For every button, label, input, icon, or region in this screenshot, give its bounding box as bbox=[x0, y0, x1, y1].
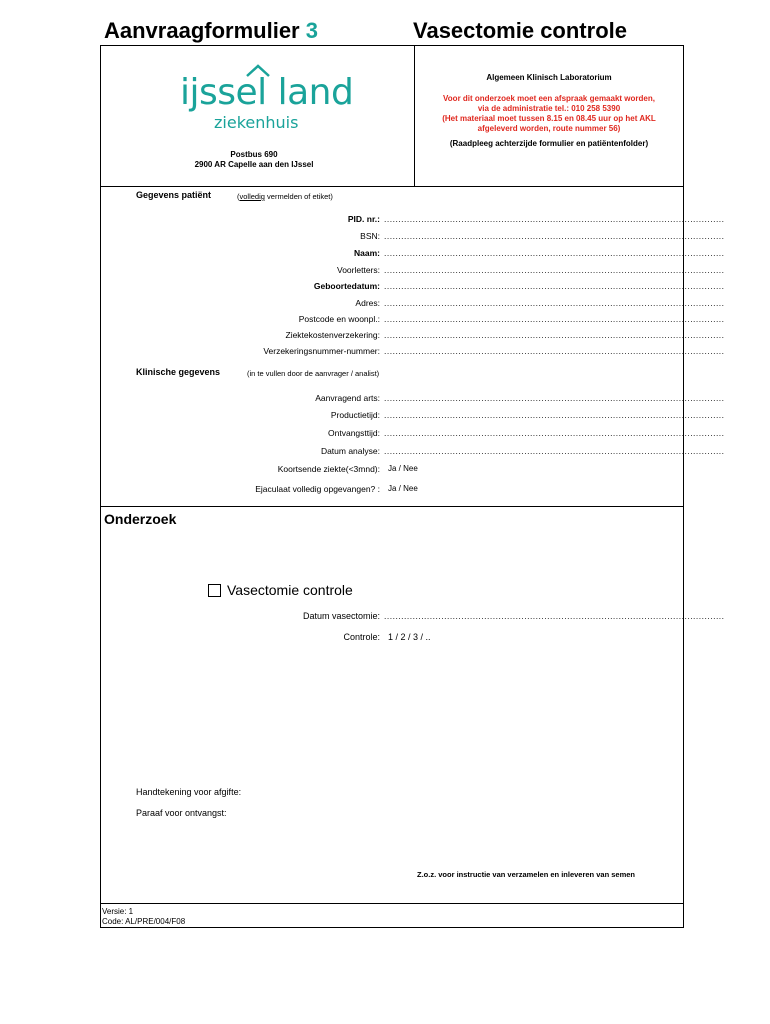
clinical-section-heading: Klinische gegevens bbox=[136, 367, 221, 377]
form-title bbox=[104, 18, 318, 44]
logo-wordmark: ijssel land bbox=[180, 72, 354, 113]
hospital-logo bbox=[180, 58, 354, 138]
naam-label: Naam: bbox=[354, 248, 380, 258]
version-label: Versie: 1 bbox=[102, 907, 134, 916]
postcode-label: Postcode en woonpl.: bbox=[298, 314, 380, 324]
verzekering-label: Ziektekostenverzekering: bbox=[285, 330, 380, 340]
lab-name: Algemeen Klinisch Laboratorium bbox=[486, 73, 612, 82]
clinical-section-note: (in te vullen door de aanvrager / analist) bbox=[247, 369, 380, 378]
datum-analyse-field[interactable]: ....................................................................................................................... bbox=[384, 446, 725, 456]
productietijd-field[interactable]: ....................................................................................................................... bbox=[384, 410, 725, 420]
productietijd-label: Productietijd: bbox=[330, 410, 380, 420]
logo-subtitle: ziekenhuis bbox=[214, 113, 299, 132]
form-subject-title: Vasectomie controle bbox=[413, 18, 627, 43]
zoz-instruction: Z.o.z. voor instructie van verzamelen en inleveren van semen bbox=[417, 870, 635, 879]
pid-field[interactable]: ....................................................................................................................... bbox=[384, 214, 725, 224]
geboortedatum-label: Geboortedatum: bbox=[313, 281, 380, 291]
bsn-label: BSN: bbox=[360, 231, 380, 241]
adres-field[interactable]: ....................................................................................................................... bbox=[384, 298, 725, 308]
verzekering-field[interactable]: ....................................................................................................................... bbox=[384, 330, 725, 340]
ontvangsttijd-field[interactable]: ....................................................................................................................... bbox=[384, 428, 725, 438]
form-number: 3 bbox=[305, 18, 318, 43]
voorletters-field[interactable]: ....................................................................................................................... bbox=[384, 265, 725, 275]
note-rest: vermelden of etiket) bbox=[264, 192, 333, 201]
ejaculaat-choice[interactable]: Ja / Nee bbox=[388, 484, 418, 493]
vasectomie-checkbox-label: Vasectomie controle bbox=[227, 582, 353, 598]
pid-label: PID. nr.: bbox=[347, 214, 380, 224]
geboortedatum-field[interactable]: ....................................................................................................................... bbox=[384, 281, 725, 291]
controle-choice[interactable]: 1 / 2 / 3 / .. bbox=[388, 632, 431, 642]
form-title-text: Aanvraagformulier bbox=[104, 18, 300, 43]
lab-note-line: afgeleverd worden, route nummer 56) bbox=[477, 124, 621, 133]
address-line-2: 2900 AR Capelle aan den IJssel bbox=[194, 160, 314, 169]
lab-note-line: (Het materiaal moet tussen 8.15 en 08.45 uur op het AKL bbox=[442, 114, 656, 123]
onderzoek-heading: Onderzoek bbox=[104, 511, 177, 527]
ontvangsttijd-label: Ontvangsttijd: bbox=[328, 428, 380, 438]
paraaf-label: Paraaf voor ontvangst: bbox=[136, 808, 227, 818]
lab-reference-note: (Raadpleeg achterzijde formulier en patiëntenfolder) bbox=[449, 139, 649, 148]
voorletters-label: Voorletters: bbox=[337, 265, 380, 275]
divider-header bbox=[101, 186, 683, 187]
bsn-field[interactable]: ....................................................................................................................... bbox=[384, 231, 725, 241]
lab-note-line: Voor dit onderzoek moet een afspraak gemaakt worden, bbox=[443, 94, 655, 103]
patient-section-note bbox=[237, 192, 333, 201]
lab-appointment-note bbox=[414, 94, 684, 134]
koortsende-ziekte-label: Koortsende ziekte(<3mnd): bbox=[277, 464, 380, 474]
patient-section-heading: Gegevens patiënt bbox=[136, 190, 212, 200]
note-paren: ( bbox=[237, 192, 240, 201]
datum-vasectomie-field[interactable]: ....................................................................................................................... bbox=[384, 611, 725, 621]
divider-footer bbox=[101, 903, 683, 904]
vasectomie-checkbox[interactable] bbox=[208, 584, 221, 597]
datum-vasectomie-label: Datum vasectomie: bbox=[302, 611, 380, 621]
divider-onderzoek bbox=[101, 506, 683, 507]
ejaculaat-label: Ejaculaat volledig opgevangen? : bbox=[255, 484, 380, 494]
datum-analyse-label: Datum analyse: bbox=[320, 446, 380, 456]
koortsende-ziekte-choice[interactable]: Ja / Nee bbox=[388, 464, 418, 473]
document-code: Code: AL/PRE/004/F08 bbox=[102, 917, 186, 926]
note-underlined: volledig bbox=[239, 192, 265, 201]
lab-note-line: via de administratie tel.: 010 258 5390 bbox=[477, 104, 621, 113]
naam-field[interactable]: ....................................................................................................................... bbox=[384, 248, 725, 258]
aanvragend-arts-field[interactable]: ....................................................................................................................... bbox=[384, 393, 725, 403]
adres-label: Adres: bbox=[355, 298, 380, 308]
handtekening-label: Handtekening voor afgifte: bbox=[136, 787, 242, 797]
postcode-field[interactable]: ....................................................................................................................... bbox=[384, 314, 725, 324]
aanvragend-arts-label: Aanvragend arts: bbox=[315, 393, 380, 403]
address-line-1: Postbus 690 bbox=[230, 150, 278, 159]
verzekeringsnummer-field[interactable]: ....................................................................................................................... bbox=[384, 346, 725, 356]
verzekeringsnummer-label: Verzekeringsnummer-nummer: bbox=[263, 346, 380, 356]
controle-label: Controle: bbox=[343, 632, 380, 642]
